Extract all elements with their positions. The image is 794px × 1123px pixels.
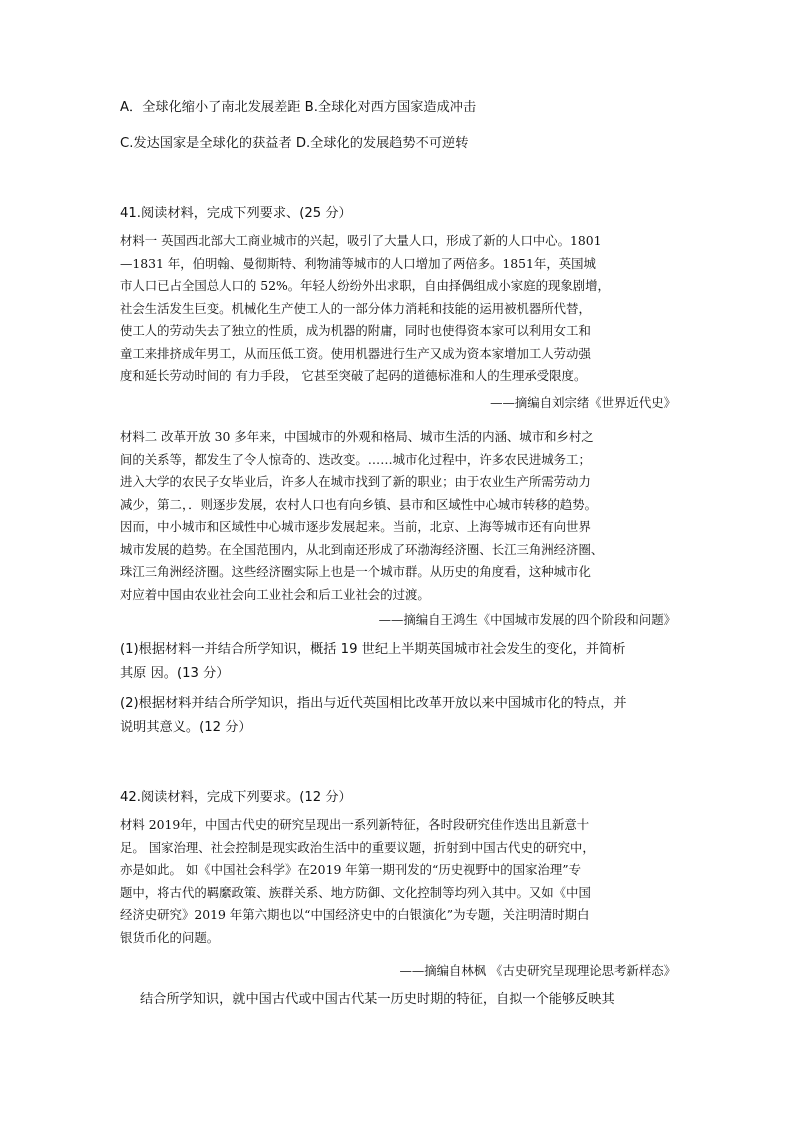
material-line: 因而，中小城市和区域性中心城市逐步发展起来。当前，北京、上海等城市还有向世界 [120,519,591,534]
material-line: 进入大学的农民子女毕业后，许多人在城市找到了新的职业；由于农业生产所需劳动力 [120,474,591,489]
q41-question-1 [120,638,680,686]
answer-options-ab: A．全球化缩小了南北发展差距 B.全球化对西方国家造成冲击 [120,100,477,115]
material-line: 市人口已占全国总人口的 52%。年轻人纷纷外出求职，自由择偶组成小家庭的现象剧增， [120,278,610,293]
material-line: 经济史研究》2019 年第六期也以“中国经济史中的白银演化”为专题，关注明清时期白 [120,907,590,922]
material-line: 社会生活发生巨变。机械化生产使工人的一部分体力消耗和技能的运用被机器所代替， [120,300,591,316]
q42-prompt: 结合所学知识，就中国古代或中国古代某一历史时期的特征，自拟一个能够反映其 [140,992,615,1007]
material-line: 材料二 改革开放 30 多年来，中国城市的外观和格局、城市生活的内涵、城市和乡村之 [120,429,594,444]
material-line: —1831 年，伯明翰、曼彻斯特、利物浦等城市的人口增加了两倍多。1851年，英国城 [120,255,596,271]
material-line: 减少，第二，．则逐步发展，农村人口也有向乡镇、县市和区域性中心城市转移的趋势。 [120,496,598,512]
material-line: 亦是如此。 如《中国社会科学》在2019 年第一期刊发的“历史视野中的国家治理”专 [120,862,581,877]
material-line: 度和延长劳动时间的 有力手段， 它甚至突破了起码的道德标准和人的生理承受限度。 [120,368,587,383]
q42-material-source: ——摘编自林枫 《古史研究呈现理论思考新样态》 [399,963,676,978]
material-line: 材料一 英国西北部大工商业城市的兴起，吸引了大量人口，形成了新的人口中心。1801 [120,233,602,248]
material-line: 材料 2019年，中国古代史的研究呈现出一系列新特征，各时段研究佳作迭出且新意十 [120,817,590,832]
material-line: 珠江三角洲经济圈。这些经济圈实际上也是一个城市群。从历史的角度看，这种城市化 [120,564,591,579]
material-line: 题中，将古代的羁縻政策、族群关系、地方防御、文化控制等均列入其中。又如《中国 [120,884,591,900]
q42-material [120,814,680,949]
material-line: 使工人的劳动失去了独立的性质，成为机器的附庸，同时也使得资本家可以利用女工和 [120,323,591,338]
question-line: (1)根据材料一并结合所学知识，概括 19 世纪上半期英国城市社会发生的变化，并简析 [120,642,626,657]
q41-material-1-source: ——摘编自刘宗绪《世界近代史》 [490,395,676,410]
q41-material-2 [120,426,680,606]
question-line: 其原 因。(13 分） [120,666,230,681]
q41-question-2 [120,692,680,740]
q41-material-2-source: ——摘编自王鸿生《中国城市发展的四个阶段和问题》 [378,612,676,627]
material-line: 对应着中国由农业社会向工业社会和后工业社会的过渡。 [120,586,430,602]
material-line: 童工来排挤成年男工，从而压低工资。使用机器进行生产又成为资本家增加工人劳动强 [120,345,591,361]
question-line: (2)根据材料并结合所学知识，指出与近代英国相比改革开放以来中国城市化的特点，并 [120,696,627,711]
material-line: 足。 国家治理、社会控制是现实政治生活中的重要议题，折射到中国古代史的研究中， [120,839,595,855]
question-41-heading: 41.阅读材料，完成下列要求、(25 分） [120,206,352,221]
question-line: 说明其意义。(12 分） [120,720,252,735]
q41-material-1 [120,230,680,388]
answer-options-cd: C.发达国家是全球化的获益者 D.全球化的发展趋势不可逆转 [120,136,469,151]
material-line: 间的关系等，都发生了令人惊奇的、迭改变。……城市化过程中，许多农民进城务工； [120,451,591,467]
material-line: 城市发展的趋势。在全国范围内，从北到南还形成了环渤海经济圈、长江三角洲经济圈、 [120,541,604,557]
material-line: 银货币化的问题。 [120,929,220,945]
question-42-heading: 42.阅读材料，完成下列要求。(12 分） [120,790,352,805]
